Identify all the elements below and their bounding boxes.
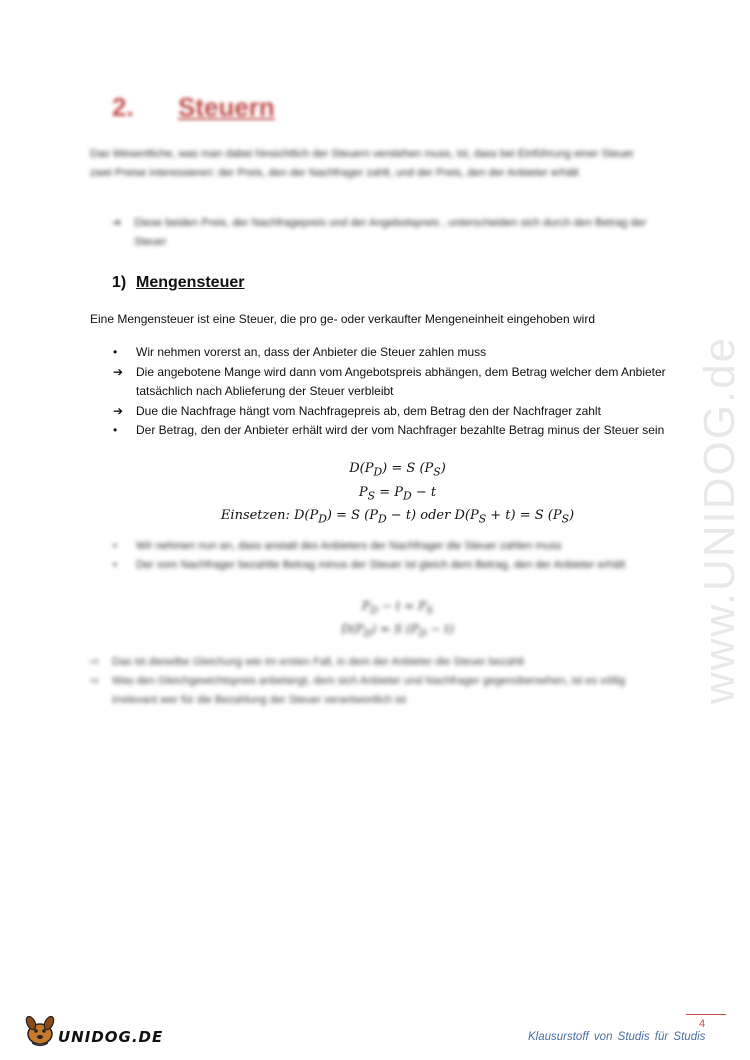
section-heading [112,92,275,123]
bullet-icon: • [113,423,118,437]
points-list [113,343,673,441]
subsection-title: Mengensteuer [136,274,245,291]
footer-rule [686,1014,726,1015]
formula-line: Einsetzen: $D(P_D) = S$ $(P_D - t)$ oder $D(P_S + t) = S$ $(P_S)$ [220,508,575,526]
watermark: www.UNIDOG.de [695,335,744,705]
formula-line: $D(P_D) = S$ $(P_S)$ [349,461,446,479]
dog-logo-icon [22,1012,60,1048]
formula-block [0,459,750,530]
double-arrow-icon: ⇨ [90,656,100,668]
arrow-icon: ➔ [113,364,124,379]
conclusions-list [90,653,660,710]
list-item: • Wir nehmen nun an, dass anstatt des Anbieters der Nachfrager die Steuer zahlen muss [113,537,643,556]
footer-tagline: Klausurstoff von Studis für Studis [528,1031,706,1043]
list-item: ➔ Die angebotene Mange wird dann vom Angebotspreis abhängen, dem Betrag welcher dem Anbieter tatsächlich nach Ablieferung der Steuer verbleibt [113,364,666,398]
points-list-blurred [113,537,643,575]
intro-paragraph: Das Wesentliche, was man dabei hinsichtlich der Steuern verstehen muss, ist, dass bei Einführung einer Steuer zwei Preise interessieren: der Preis, den der Nachfrager zahlt, und der Preis, den der Anbieter erhält [90,148,634,179]
formula-line: $P_D - t = P_S$ [361,599,434,617]
section-number: 2. [112,92,134,122]
list-item: • Wir nehmen vorerst an, dass der Anbieter die Steuer zahlen muss [113,343,673,363]
list-item: ⇨ Was den Gleichgewichtspreis anbelangt, dem sich Anbieter und Nachfrager gegenübersehen, ist es völlig irrelevant wer für die Bezahlung der Steuer verantwortlich ist [90,672,660,710]
arrow-note [112,214,672,252]
definition-text: Eine Mengensteuer ist eine Steuer, die pro ge- oder verkaufter Mengeneinheit eingehoben wird [90,312,595,326]
page-number: 4 [699,1018,706,1030]
list-item: • Der Betrag, den der Anbieter erhält wird der vom Nachfrager bezahlte Betrag minus der Steuer sein [113,421,673,441]
list-item: ⇨ Das ist dieselbe Gleichung wie im ersten Fall, in dem der Anbieter die Steuer bezahlt [90,653,660,672]
bullet-icon: • [113,559,117,571]
arrow-icon: ➔ [112,217,122,229]
subsection-number: 1) [112,274,127,291]
formula-line: $D(P_D) = S$ $(P_D - t)$ [341,622,454,640]
double-arrow-icon: ⇨ [90,675,100,687]
arrow-icon: ➔ [113,403,124,418]
bullet-icon: • [113,540,117,552]
formula-block-blurred [0,597,750,644]
list-item: • Der vom Nachfrager bezahlte Betrag minus der Steuer ist gleich dem Betrag, den der Anbieter erhält [113,556,643,575]
section-title: Steuern [178,92,275,122]
list-item: ➔ Due die Nachfrage hängt vom Nachfragepreis ab, dem Betrag den der Nachfrager zahlt [113,402,673,422]
subsection-heading [112,274,244,292]
formula-line: $P_S = P_D - t$ [358,484,437,503]
arrow-note-text: Diese beiden Preis, der Nachfragepreis und der Angebotspreis , unterscheiden sich durch den Betrag der Steuer [134,217,647,248]
bullet-icon: • [113,345,118,359]
logo-text: UNIDOG.DE [58,1028,164,1046]
